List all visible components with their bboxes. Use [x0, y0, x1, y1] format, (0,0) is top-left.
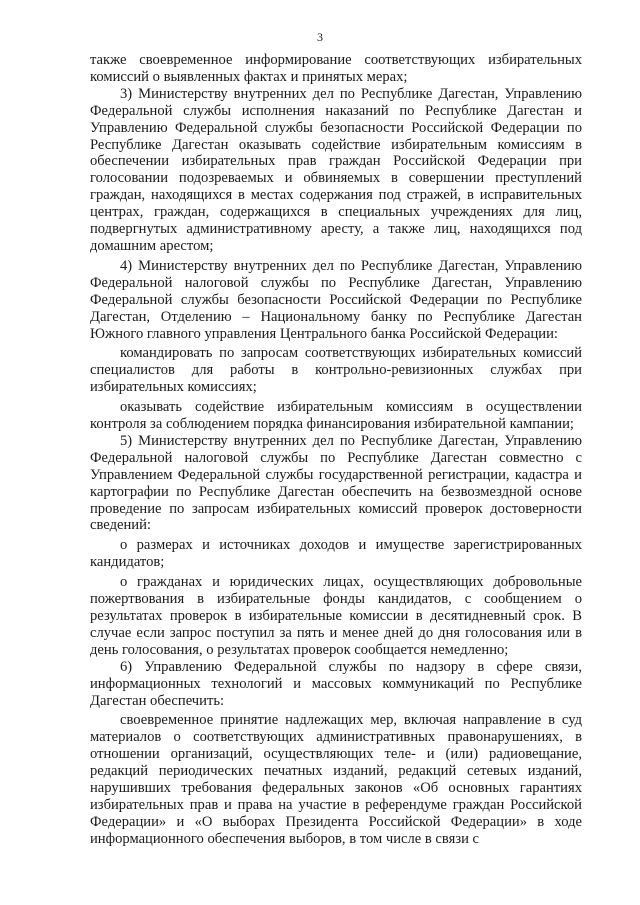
paragraph-item-6-sub-1: своевременное принятие надлежащих мер, включая направление в суд материалов о соответствующих административных правонарушениях, в отношении организаций, осуществляющих теле- и (или) радиовещание, редакций периодических печатных изданий, редакций сетевых изданий, нарушивших требования федеральных законов «Об основных гарантиях избирательных прав и права на участие в референдуме граждан Российской Федерации» и «О выборах Президента Российской Федерации» в ходе информационного обеспечения выборов, в том числе в связи с — [90, 712, 582, 847]
paragraph-item-5-sub-2: о гражданах и юридических лицах, осуществляющих добровольные пожертвования в избирательные фонды кандидатов, с сообщением о результатах проверок в избирательные комиссии в десятидневный срок. В случае если запрос поступил за пять и менее дней до дня голосования или в день голосования, о результатах проверок сообщается немедленно; — [90, 574, 582, 658]
paragraph-item-5-sub-1: о размерах и источниках доходов и имуществе зарегистрированных кандидатов; — [90, 537, 582, 571]
page-number: 3 — [317, 30, 323, 44]
paragraph-item-5: 5) Министерству внутренних дел по Республике Дагестан, Управлению Федеральной налоговой службы по Республике Дагестан совместно с Управлением Федеральной службы государственной регистрации, кадастра и картографии по Республике Дагестан обеспечить на безвозмездной основе проведение по запросам избирательных комиссий проверок достоверности сведений: — [90, 432, 582, 534]
paragraph-continuation: также своевременное информирование соответствующих избирательных комиссий о выявленных фактах и принятых мерах; — [90, 52, 582, 85]
paragraph-item-4-sub-2: оказывать содействие избирательным комиссиям в осуществлении контроля за соблюдением порядка финансирования избирательной кампании; — [90, 399, 582, 433]
paragraph-item-6: 6) Управлению Федеральной службы по надзору в сфере связи, информационных технологий и массовых коммуникаций по Республике Дагестан обеспечить: — [90, 658, 582, 709]
paragraph-item-3: 3) Министерству внутренних дел по Республике Дагестан, Управлению Федеральной службы исполнения наказаний по Республике Дагестан и Управлению Федеральной службы безопасности Российской Федерации по Республике Дагестан оказывать содействие избирательным комиссиям в обеспечении избирательных прав граждан Российской Федерации при голосовании подозреваемых и обвиняемых в совершении преступлений граждан, находящихся в местах содержания под стражей, в исправительных центрах, граждан, содержащихся в специальных учреждениях для лиц, подвергнутых административному аресту, а также лиц, находящихся под домашним арестом; — [90, 85, 582, 254]
document-body — [90, 52, 582, 848]
paragraph-item-4-sub-1: командировать по запросам соответствующих избирательных комиссий специалистов для работы в контрольно-ревизионных службах при избирательных комиссиях; — [90, 345, 582, 396]
paragraph-item-4: 4) Министерству внутренних дел по Республике Дагестан, Управлению Федеральной налоговой службы по Республике Дагестан, Управлению Федеральной службы безопасности Российской Федерации по Республике Дагестан, Отделению – Национальному банку по Республике Дагестан Южного главного управления Центрального банка Российской Федерации: — [90, 257, 582, 342]
